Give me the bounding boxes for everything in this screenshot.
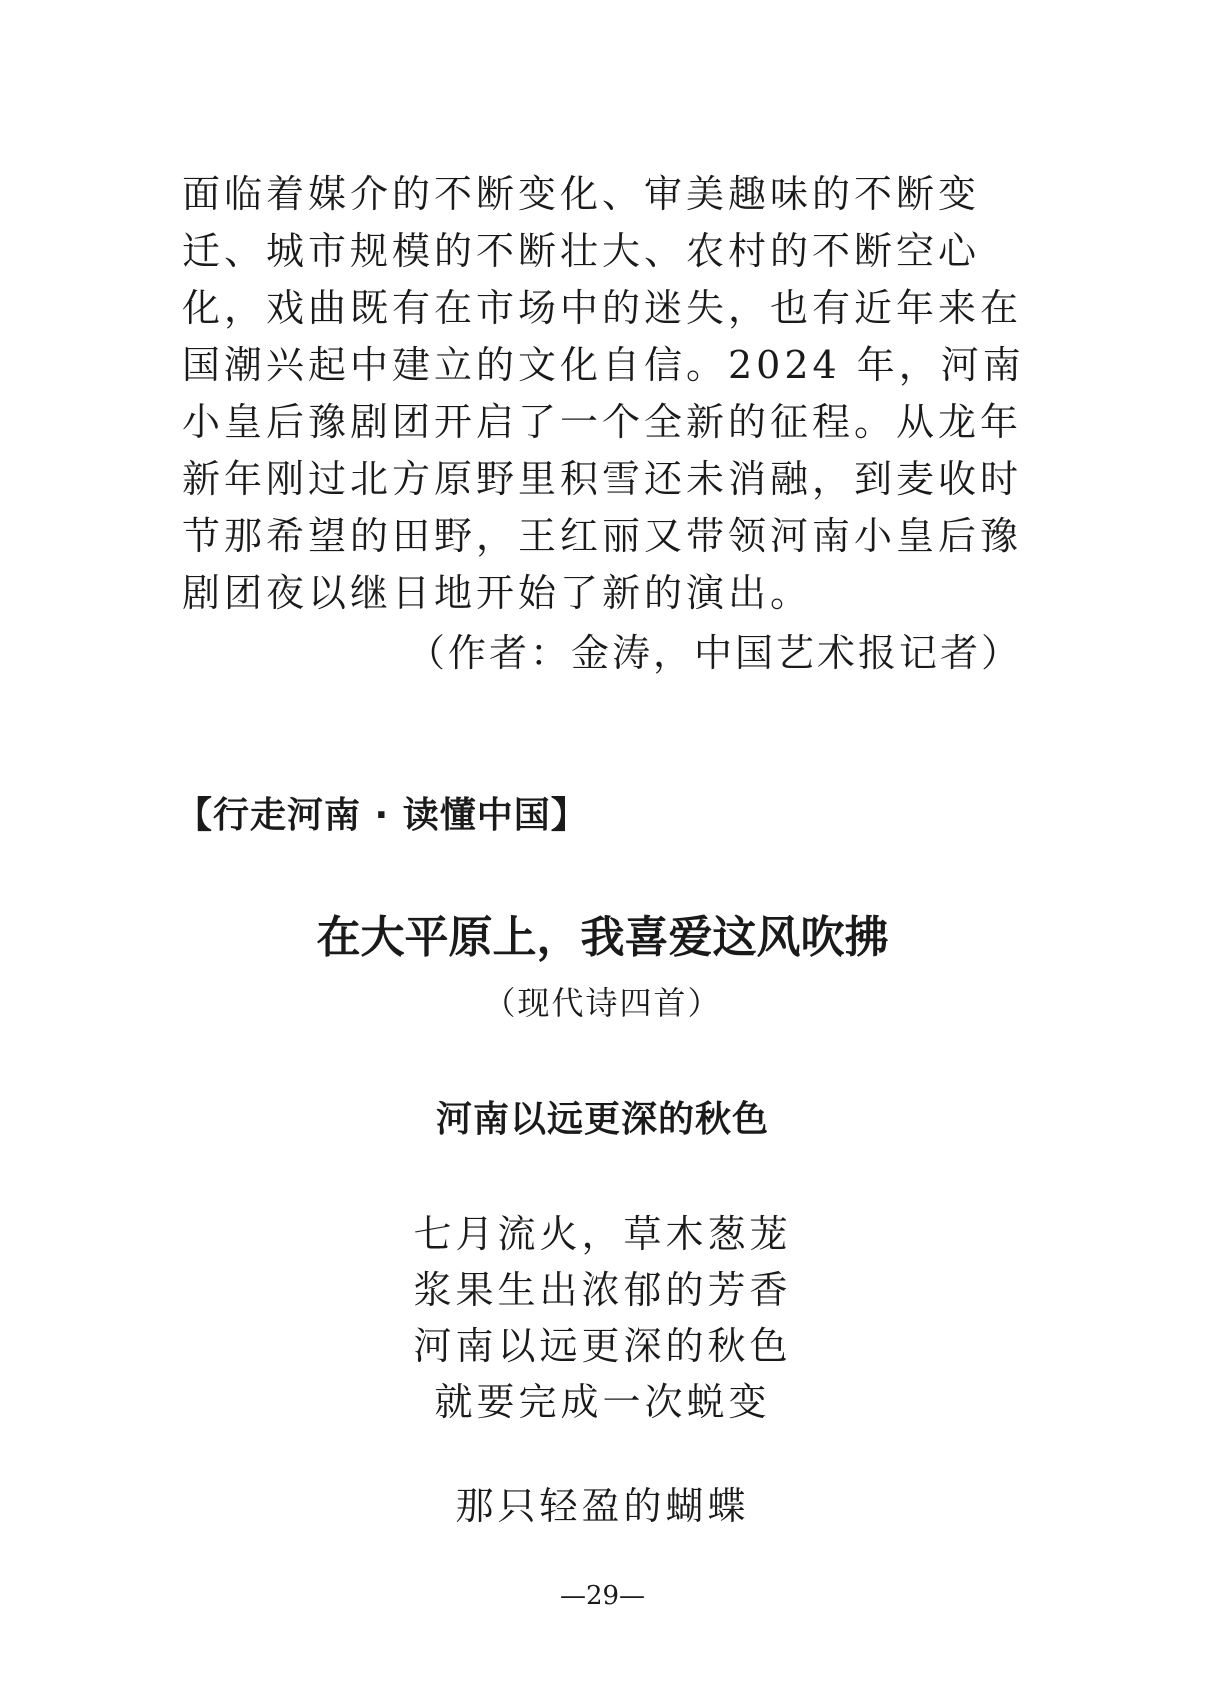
poem-line: 七月流火，草木葱茏 — [413, 1212, 792, 1256]
poem-line: 浆果生出浓郁的芳香 — [413, 1268, 792, 1312]
page-number: —29— — [559, 1581, 646, 1611]
section-subtitle: （现代诗四首） — [483, 984, 722, 1022]
article-paragraph: 面临着媒介的不断变化、审美趣味的不断变迁、城市规模的不断壮大、农村的不断空心化，戏曲既有在市场中的迷失，也有近年来在国潮兴起中建立的文化自信。2024 年，河南小皇后豫剧团开启了一个全新的征程。从龙年新年刚过北方原野里积雪还未消融，到麦收时节那希望的田野，王红丽又带领河南小皇后豫剧团夜以继日地开始了新的演出。 — [182, 172, 1025, 615]
poem-stanza-1 — [0, 1206, 1205, 1430]
author-byline: （作者：金涛，中国艺术报记者） — [406, 631, 1022, 675]
poem-line: 就要完成一次蜕变 — [434, 1380, 771, 1424]
poem-line: 河南以远更深的秋色 — [413, 1324, 792, 1368]
poem-stanza-2 — [0, 1478, 1205, 1534]
section-title: 在大平原上，我喜爱这风吹拂 — [316, 912, 889, 963]
column-tag: 【行走河南 · 读懂中国】 — [176, 795, 588, 836]
poem-line: 那只轻盈的蝴蝶 — [455, 1484, 750, 1528]
poem-title: 河南以远更深的秋色 — [435, 1099, 769, 1140]
